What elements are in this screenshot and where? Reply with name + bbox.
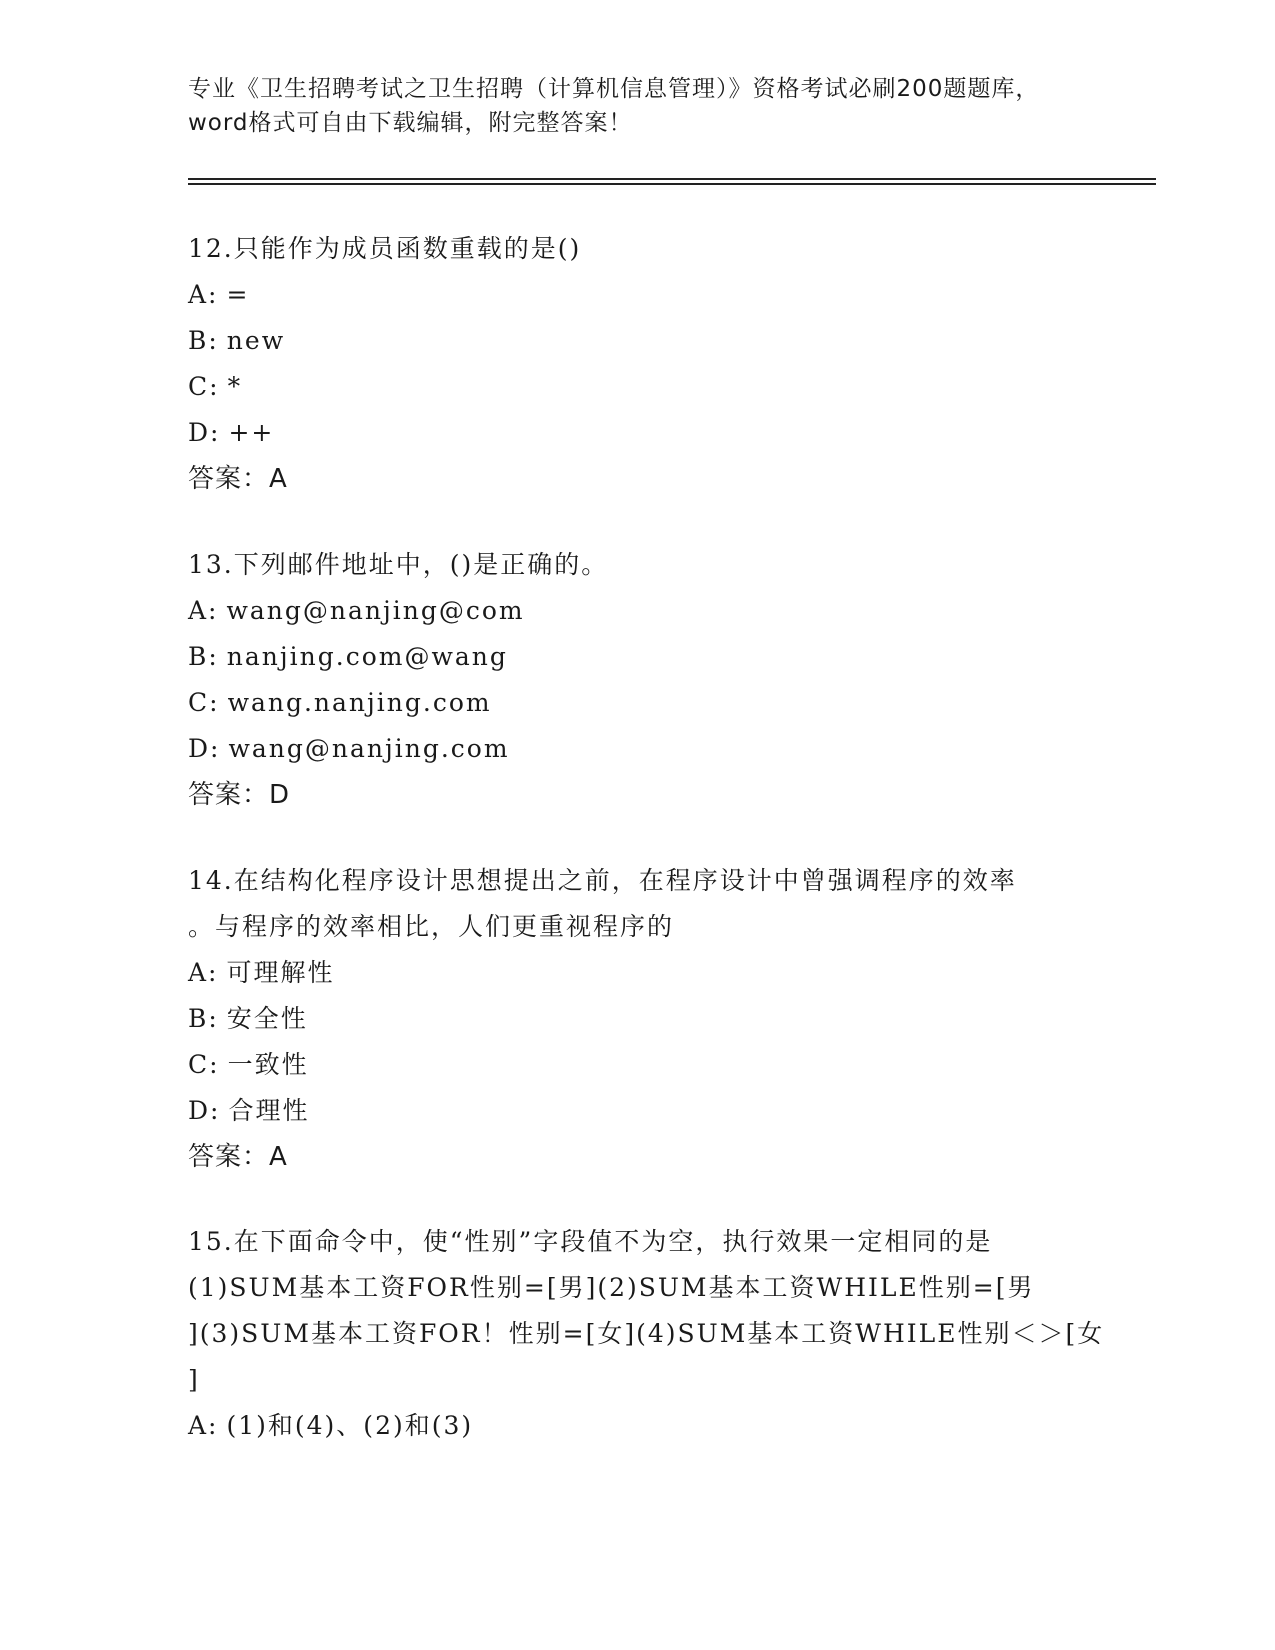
option-key: B:	[188, 642, 219, 671]
option-text: (1)和(4)、(2)和(3)	[226, 1411, 474, 1440]
option-b	[188, 318, 1088, 364]
option-text: *	[227, 372, 243, 401]
option-key: C:	[188, 372, 220, 401]
option-text: 合理性	[228, 1096, 310, 1125]
option-text: 可理解性	[226, 958, 335, 987]
option-key: B:	[188, 1004, 219, 1033]
question-stem: 13.下列邮件地址中，()是正确的。	[188, 550, 609, 579]
answer-line: 答案：A	[188, 1142, 288, 1172]
question-12	[188, 226, 1088, 502]
question-stem-continued: ]	[188, 1365, 200, 1394]
option-text: 安全性	[226, 1004, 308, 1033]
header-divider-bottom	[188, 183, 1156, 185]
header-line-2: word格式可自由下载编辑，附完整答案！	[188, 110, 633, 136]
answer-line: 答案：A	[188, 464, 288, 494]
option-c	[188, 1042, 1088, 1088]
question-stem-continued: 。与程序的效率相比，人们更重视程序的	[188, 912, 675, 941]
option-d	[188, 410, 1088, 456]
option-key: C:	[188, 1050, 220, 1079]
option-d	[188, 1088, 1088, 1134]
option-text: new	[226, 326, 286, 355]
option-key: C:	[188, 688, 220, 717]
question-stem-continued: (1)SUM基本工资FOR性别=[男](2)SUM基本工资WHILE性别=[男	[188, 1273, 1035, 1302]
option-text: nanjing.com@wang	[226, 642, 508, 671]
option-c	[188, 680, 1088, 726]
option-a	[188, 588, 1088, 634]
option-a	[188, 950, 1088, 996]
question-15	[188, 1219, 1105, 1449]
question-13	[188, 542, 1088, 818]
option-key: D:	[188, 734, 221, 763]
option-text: wang.nanjing.com	[227, 688, 492, 717]
option-c	[188, 364, 1088, 410]
option-d	[188, 726, 1088, 772]
option-key: A:	[188, 958, 219, 987]
option-a	[188, 272, 1088, 318]
answer-line: 答案：D	[188, 780, 291, 810]
option-key: B:	[188, 326, 219, 355]
option-key: A:	[188, 280, 219, 309]
question-stem-continued: ](3)SUM基本工资FOR！性别=[女](4)SUM基本工资WHILE性别＜＞[女	[188, 1319, 1105, 1348]
option-key: A:	[188, 596, 219, 625]
option-key: D:	[188, 418, 221, 447]
option-key: D:	[188, 1096, 221, 1125]
question-14	[188, 858, 1088, 1180]
question-stem: 12.只能作为成员函数重载的是()	[188, 234, 582, 263]
question-stem: 15.在下面命令中，使“性别”字段值不为空，执行效果一定相同的是	[188, 1227, 993, 1256]
option-b	[188, 996, 1088, 1042]
document-header	[188, 72, 1088, 140]
header-divider-top	[188, 178, 1156, 180]
option-text: wang@nanjing.com	[228, 734, 510, 763]
header-line-1: 专业《卫生招聘考试之卫生招聘（计算机信息管理）》资格考试必刷200题题库，	[188, 76, 1040, 102]
option-key: A:	[188, 1411, 219, 1440]
option-a	[188, 1403, 1088, 1449]
option-text: wang@nanjing@com	[226, 596, 525, 625]
question-stem: 14.在结构化程序设计思想提出之前，在程序设计中曾强调程序的效率	[188, 866, 1017, 895]
option-text: =	[226, 280, 250, 309]
option-text: ++	[228, 418, 275, 447]
option-text: 一致性	[227, 1050, 309, 1079]
option-b	[188, 634, 1088, 680]
